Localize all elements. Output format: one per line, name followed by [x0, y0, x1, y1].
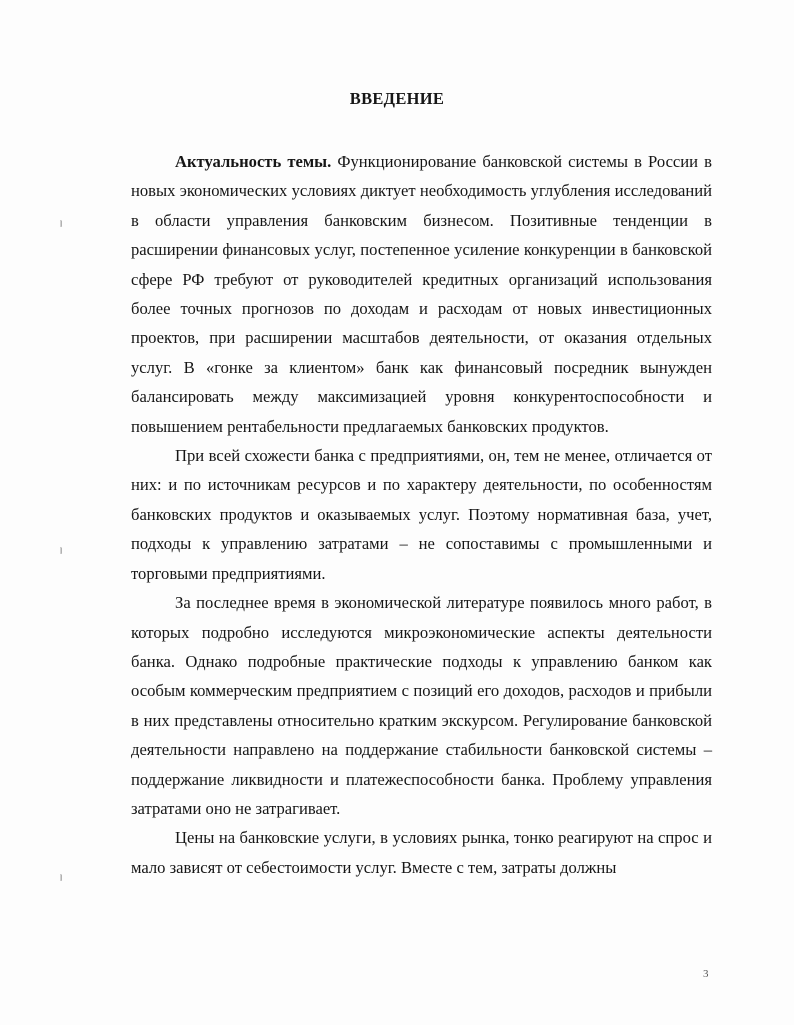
scan-mark: ˡ — [60, 218, 63, 233]
paragraph-text: Цены на банковские услуги, в условиях рынка, тонко реагируют на спрос и мало зависят от себестоимости услуг. Вместе с тем, затраты должны — [131, 828, 712, 877]
paragraph-text: Функционирование банковской системы в России в новых экономических условиях диктует необходимость углубления исследований в области управления банковским бизнесом. Позитивные тенденции в расширении финансовых услуг, постепенное усиление конкуренции в банковской сфере РФ требуют от руководителей кредитных организаций использования более точных прогнозов по доходам и расходам от новых инвестиционных проектов, при расширении масштабов деятельности, от оказания отдельных услуг. В «гонке за клиентом» банк как финансовый посредник вынужден балансировать между максимизацией уровня конкурентоспособности и повышением рентабельности предлагаемых банковских продуктов. — [131, 152, 712, 436]
paragraph-relevance — [131, 147, 712, 441]
paragraph-pricing — [131, 823, 712, 882]
paragraph-text: За последнее время в экономической литературе появилось много работ, в которых подробно исследуются микроэкономические аспекты деятельности банка. Однако подробные практические подходы к управлению банком как особым коммерческим предприятием с позиций его доходов, расходов и прибыли в них представлены относительно кратким экскурсом. Регулирование банковской деятельности направлено на поддержание стабильности банковской системы – поддержание ликвидности и платежеспособности банка. Проблему управления затратами оно не затрагивает. — [131, 593, 712, 818]
scan-mark: ˡ — [60, 872, 63, 887]
scan-mark: ˡ — [60, 545, 63, 560]
paragraph-lead: Актуальность темы. — [175, 152, 332, 171]
paragraph-comparison — [131, 441, 712, 588]
body-text — [131, 147, 712, 882]
page-number: 3 — [703, 968, 709, 980]
paragraph-literature — [131, 588, 712, 823]
page-title: ВВЕДЕНИЕ — [349, 89, 445, 108]
paragraph-text: При всей схожести банка с предприятиями, он, тем не менее, отличается от них: и по источникам ресурсов и по характеру деятельности, по особенностям банковских продуктов и оказываемых услуг. Поэтому нормативная база, учет, подходы к управлению затратами – не сопоставимы с промышленными и торговыми предприятиями. — [131, 446, 712, 583]
